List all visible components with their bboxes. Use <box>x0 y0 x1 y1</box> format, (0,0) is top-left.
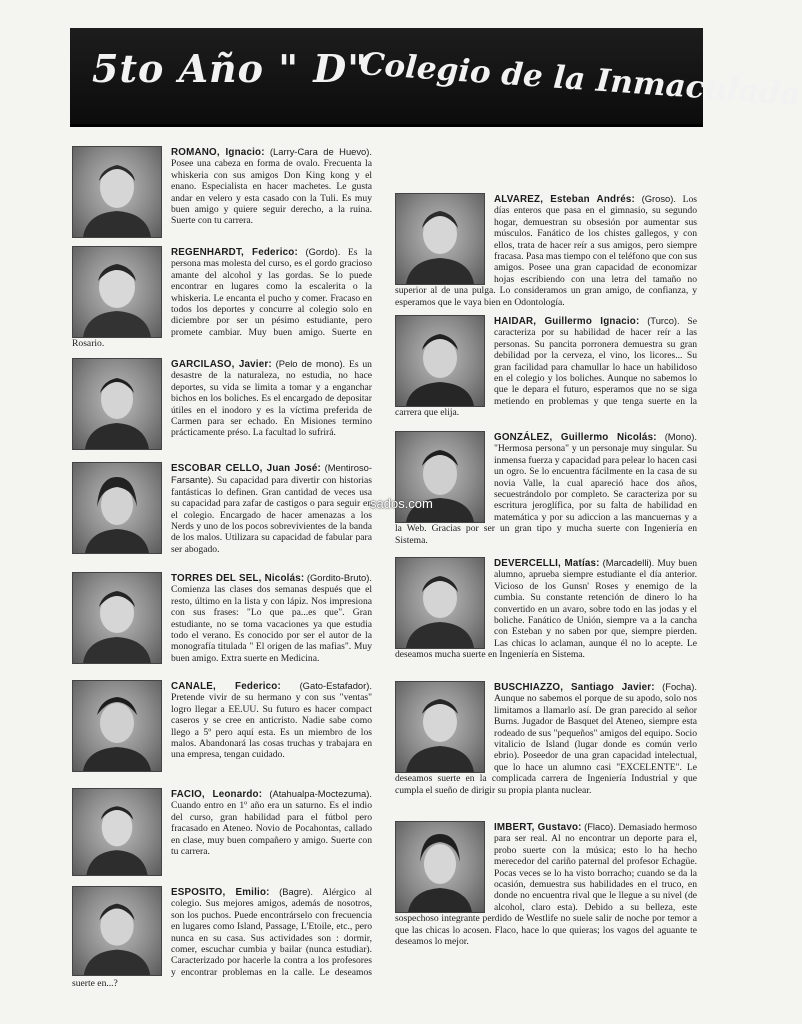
student-name: REGENHARDT, Federico: <box>171 247 298 258</box>
student-name: DEVERCELLI, Matías: <box>494 558 600 569</box>
student-nickname: (Gordo). <box>305 246 341 257</box>
student-nickname: (Atahualpa-Moctezuma). <box>269 788 372 799</box>
student-description: Aunque no sabemos el porque de su apodo, solo nos limitamos a llamarlo así. De gran parecido al señor Burns. Jugador de Basquet del Ateneo, siempre esta rodeado de sus "pequeños" amigos del equipo. Socio vitalicio de Island (lugar donde es común verlo ebrio). Poseedor de una gran capacidad intelectual, que lo hace un alumno casi "EXCELENTE". Le deseamos suerte en la complicada carrera de Ingeniería Industrial y que cumpla el sueño de dirigir su propia planta nuclear. <box>395 693 697 796</box>
student-entry <box>72 358 372 462</box>
student-nickname: (Gordito-Bruto). <box>306 572 372 583</box>
student-photo <box>395 681 485 773</box>
student-photo <box>395 193 485 285</box>
student-description: Su capacidad para divertir con historias fantásticas lo definen. Gran cantidad de veces usa su capacidad para zafar de castigos o para seguir en el colegio. Encargado de hacer amenazas a los Nerds y uno de los pocos sobrevivientes de la banda de los malos. Utilizara su capacidad de fabular para ser abogado. <box>171 475 372 555</box>
student-description: Muy buen alumno, aprueba siempre estudiante el día anterior. Vicioso de los Gunsn' Roses y enemigo de la cumbia. Su constante retención de dinero lo ha convertido en un avaro, sobre todo en las jodas y el boliche. Fanático de Unión, siempre va a la cancha con Esteban y no saben por que, siempre pierden. Las chicas lo aclaman, aunque él no lo acepte. Le deseamos mucha suerte en Ingeniería en Sistema. <box>395 558 697 661</box>
student-name: ESCOBAR CELLO, Juan José: <box>171 463 322 474</box>
student-photo <box>72 462 162 554</box>
student-description: Demasiado hermoso para ser real. Al no encontrar un deporte para el, probo suerte con la música; esto lo ha hecho merecedor del cariño paternal del profesor Echagüe. Pocas veces se lo ha visto borracho; cuando se da la ocasión, demuestra sus habilidades en el truco, en donde no encuentra rival que le llegue a su nivel (de alcohol, claro esta). Debido a su belleza, este sospechoso integrante perdido de Westlife no suele salir de noche por temor a que las chicas lo acosen. Flaco, hace lo que quieras; los vagos del aguante te deseamos lo mejor. <box>395 822 697 948</box>
student-description: Alérgico al colegio. Sus mejores amigos, además de nosotros, son los puchos. Puede encontrárselo con frecuencia en lugares como Island, Passage, L'Etoile, etc., pero nunca en su casa. Sus actividades son : dormir, comer, escuchar cumbia y bailar (nunca estudiar). Caracterizado por hacerle la contra a los profesores y encontrar problemas en la calle. Le deseamos suerte en...? <box>72 887 372 990</box>
student-name: FACIO, Leonardo: <box>171 789 263 800</box>
student-photo <box>72 886 162 976</box>
student-entry <box>395 315 697 431</box>
student-entry <box>395 821 697 961</box>
student-photo <box>72 788 162 876</box>
student-nickname: (Gato-Estafador). <box>299 680 372 691</box>
student-name: IMBERT, Gustavo: <box>494 822 582 833</box>
student-name: ROMANO, Ignacio: <box>171 147 265 158</box>
student-description: Es un desastre de la naturaleza, no estudia, no hace deportes, su vida se limita a tomar y a enganchar bichos en los boliches. Es el encargado de depositar útiles en el inodoro y es la víctima preferida de Carmen para ser echado. En Misiones termino prácticamente préso. La facultad lo sufrirá. <box>171 359 372 439</box>
student-name: GARCILASO, Javier: <box>171 359 272 370</box>
right-column <box>395 193 697 961</box>
student-description: Posee una cabeza en forma de ovalo. Frecuenta la whiskeria con sus amigos Don King kong y el enano. Especialista en hacer machetes. Le gusta andar en velero y esta casado con la Tuli. Es muy buen amigo y quiere seguir derecho, a la ruina. Suerte con tu carrera. <box>171 158 372 227</box>
student-entry <box>395 431 697 557</box>
school-title: Colegio de la Inmaculada <box>358 46 802 113</box>
student-entry <box>72 572 372 680</box>
student-nickname: (Pelo de mono). <box>275 358 346 369</box>
student-nickname: (Groso). <box>641 193 676 204</box>
student-entry <box>72 246 372 358</box>
student-nickname: (Turco). <box>647 315 680 326</box>
student-description: Comienza las clases dos semanas después que el resto, último en la lista y con lápiz. Nos impresiona con sus frases: "Lo que pa...es que". Gran estudiante, no se toma vacaciones ya que estudia todo el verano. Es conocido por ser el autor de la monografía titulada " El origen de las mafias". Muy buen amigo. Extra suerte en Medicina. <box>171 584 372 664</box>
student-nickname: (Marcadelli). <box>602 557 655 568</box>
student-entry <box>72 680 372 788</box>
student-entry <box>395 681 697 821</box>
student-description: Es la persona mas molesta del curso, es el gordo gracioso amante del alcohol y las gordas. Se lo puede encontrar en lugares como la escalerita o la whiskeria. Le encanta el pucho y comer. Fracaso en todos los deportes y concurre al colegio solo en diciembre por ser un pésimo estudiante, pero promete cambiar. Muy buen amigo. Suerte en Rosario. <box>72 247 372 350</box>
student-description: Los días enteros que pasa en el gimnasio, su segundo hogar, demuestran su obsesión por aumentar sus músculos. Fanático de los chistes gallegos, y con ellos, trata de hacer reír a sus amigos, pero siempre fracasa. Pasa mas tiempo con el teléfono que con sus amigos. Posee una gran capacidad de economizar hojas escribiendo con una letra del tamaño no superior al de una pulga. Lo consideramos un gran amigo, de confianza, y esperamos que le vaya bien en Odontología. <box>395 194 698 308</box>
student-photo <box>72 146 162 238</box>
student-photo <box>72 358 162 450</box>
class-title: 5to Año " D" <box>92 46 369 91</box>
student-description: Pretende vivir de su hermano y con sus "ventas" logro llegar a EE.UU. Su futuro es hacer compact caseros y se cree en anticristo. Nadie sabe como llego a 5º pero aquí esta. Es un miembro de los malos. Abandonará las cosas truchas y trabajara en una empresa, tengan cuidado. <box>171 692 372 761</box>
student-nickname: (Flaco). <box>584 821 616 832</box>
student-entry <box>72 886 372 990</box>
student-nickname: (Focha). <box>662 681 697 692</box>
student-nickname: (Larry-Cara de Huevo). <box>269 146 372 157</box>
title-banner <box>70 28 802 127</box>
student-photo <box>72 680 162 772</box>
student-description: Cuando entro en 1º año era un saturno. Es el indio del curso, gran habilidad para el fútbol pero fracasado en Ateneo. Novio de Pocahontas, callado en clase, muy buen compañero y amigo. Suerte con tu carrera. <box>171 800 372 858</box>
watermark-text: sados.com <box>370 496 433 511</box>
student-name: GONZÁLEZ, Guillermo Nicolás: <box>494 432 657 443</box>
student-nickname: (Mono). <box>664 431 697 442</box>
student-entry <box>395 193 697 315</box>
student-entry <box>72 146 372 246</box>
student-nickname: (Mentiroso-Farsante). <box>171 462 372 486</box>
student-photo <box>72 572 162 664</box>
student-name: HAIDAR, Guillermo Ignacio: <box>494 316 640 327</box>
student-name: CANALE, Federico: <box>171 681 281 692</box>
left-column <box>72 146 372 990</box>
student-photo <box>72 246 162 338</box>
student-entry <box>72 462 372 572</box>
student-name: ALVAREZ, Esteban Andrés: <box>494 194 635 205</box>
student-photo <box>395 821 485 913</box>
student-description: "Hermosa persona" y un personaje muy singular. Su inmensa fuerza y capacidad para pelear lo hacen casi un ogro. Se lo encuentra fácilmente en la casa de su novia Valle, la cual apareció hace dos años, secuestrándolo por completo. Se caracteriza por su escritura jeroglífica, por su falta de habilidad en matemática y por su adiccion a las mancuernas y a la Web. Gracias por ser un gran tipo y mucha suerte con Ingeniería en Sistema. <box>395 443 697 546</box>
student-photo <box>395 315 485 407</box>
student-description: Se caracteriza por su habilidad de hacer reír a las personas. Su pancita porronera demuestra su gran debilidad por la cerveza, el vino, los licores... Su gran facilidad para chamullar lo hace un habilidoso en el colegio y los boliches. Aunque no sabemos lo que le depara el futuro, esperamos que no se siga metiendo en problemas y que tenga suerte en la carrera que elija. <box>395 316 697 419</box>
student-name: TORRES DEL SEL, Nicolás: <box>171 573 305 584</box>
student-nickname: (Bagre). <box>279 886 314 897</box>
student-name: BUSCHIAZZO, Santiago Javier: <box>494 682 655 693</box>
student-photo <box>395 557 485 649</box>
student-entry <box>72 788 372 886</box>
student-entry <box>395 557 697 681</box>
student-name: ESPOSITO, Emilio: <box>171 887 270 898</box>
